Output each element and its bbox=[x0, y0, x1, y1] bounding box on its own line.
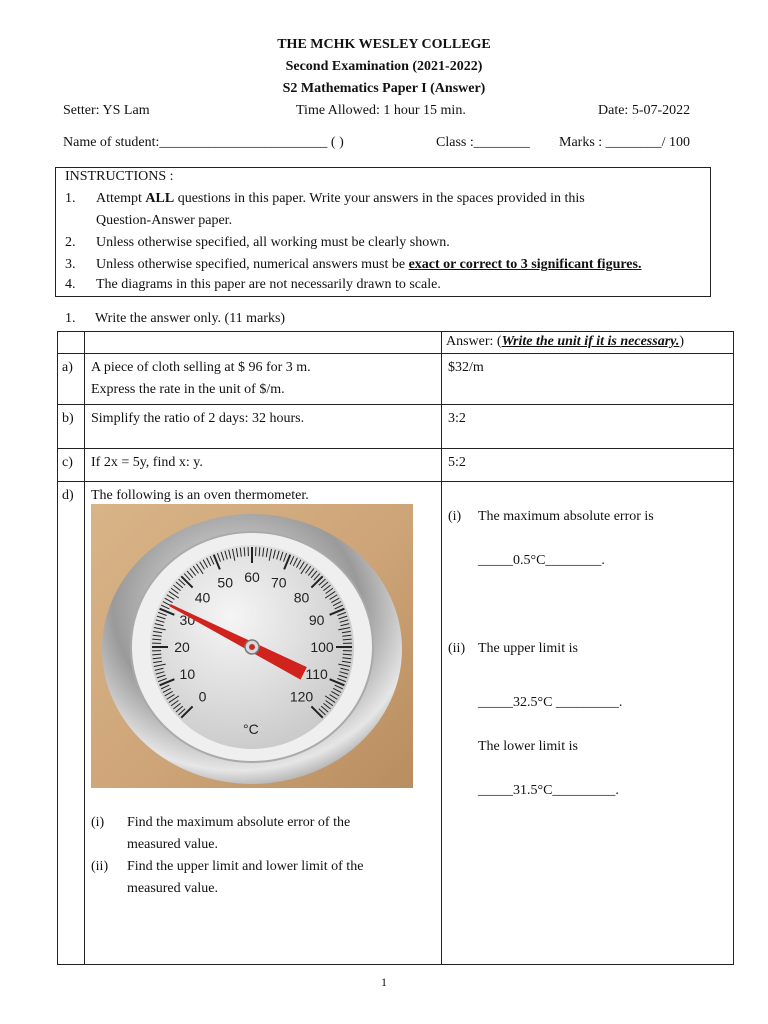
college-title: THE MCHK WESLEY COLLEGE bbox=[277, 37, 491, 52]
question-text: Express the rate in the unit of $/m. bbox=[91, 382, 285, 397]
table-header-row bbox=[58, 332, 734, 354]
scale-label: 100 bbox=[310, 639, 334, 655]
scale-label: 0 bbox=[198, 688, 207, 705]
scale-label: 120 bbox=[289, 688, 314, 705]
question-cell bbox=[85, 482, 442, 965]
thermometer-gauge bbox=[91, 504, 413, 788]
instruction-text: The diagrams in this paper are not necessarily drawn to scale. bbox=[96, 277, 441, 292]
scale-label: 60 bbox=[244, 569, 260, 585]
question-1-number: 1. bbox=[65, 311, 76, 326]
sub-question-text: Find the maximum absolute error of the bbox=[127, 815, 351, 830]
student-name-field: Name of student:________________________ ( ) bbox=[63, 135, 344, 150]
answer-header: Answer: (Write the unit if it is necessary.) bbox=[442, 332, 734, 354]
instructions-box bbox=[55, 167, 711, 297]
scale-label: 50 bbox=[217, 574, 234, 591]
scale-tick bbox=[343, 654, 352, 655]
scale-label: 10 bbox=[179, 665, 196, 682]
instruction-text: Unless otherwise specified, all working must be clearly shown. bbox=[96, 235, 450, 250]
instruction-text: Question-Answer paper. bbox=[96, 213, 233, 228]
unit-label: °C bbox=[243, 721, 259, 737]
answer-text: The maximum absolute error is bbox=[478, 509, 654, 524]
scale-label: 20 bbox=[174, 639, 190, 655]
scale-label: 110 bbox=[305, 665, 328, 682]
question-1-table bbox=[57, 331, 734, 965]
answer-number: (i) bbox=[448, 509, 462, 524]
instruction-number: 4. bbox=[65, 277, 76, 292]
instruction-number: 3. bbox=[65, 257, 76, 272]
paper-title: S2 Mathematics Paper I (Answer) bbox=[282, 81, 486, 96]
question-text: The following is an oven thermometer. bbox=[91, 488, 309, 503]
row-label: d) bbox=[58, 482, 85, 965]
sub-questions bbox=[91, 812, 431, 900]
scale-label: 90 bbox=[308, 612, 325, 629]
answer-cell: 5:2 bbox=[442, 449, 734, 482]
setter: Setter: YS Lam bbox=[63, 103, 150, 118]
row-label: c) bbox=[58, 449, 85, 482]
question-1-text: Write the answer only. (11 marks) bbox=[95, 311, 286, 326]
answer-value: _____0.5°C________. bbox=[478, 553, 605, 568]
table-row bbox=[58, 482, 734, 965]
sub-question-text: Find the upper limit and lower limit of the bbox=[127, 859, 364, 874]
scale-tick bbox=[152, 639, 161, 640]
question-text: If 2x = 5y, find x: y. bbox=[85, 449, 442, 482]
question-text: A piece of cloth selling at $ 96 for 3 m. bbox=[91, 360, 311, 375]
marks-field: Marks : ________/ 100 bbox=[559, 135, 691, 150]
answer-cell bbox=[442, 482, 734, 965]
time-allowed: Time Allowed: 1 hour 15 min. bbox=[296, 103, 466, 118]
scale-label: 80 bbox=[293, 589, 310, 606]
instruction-text: Attempt ALL questions in this paper. Write your answers in the spaces provided in this bbox=[96, 191, 585, 206]
exam-date: Date: 5-07-2022 bbox=[598, 103, 691, 118]
scale-label: 30 bbox=[179, 612, 196, 629]
exam-title: Second Examination (2021-2022) bbox=[285, 59, 483, 74]
instruction-text: Unless otherwise specified, numerical answers must be exact or correct to 3 significant figures. bbox=[96, 257, 642, 272]
instructions-title: INSTRUCTIONS : bbox=[65, 169, 174, 184]
question-cell bbox=[85, 354, 442, 405]
sub-question-text: measured value. bbox=[127, 881, 218, 896]
answer-number: (ii) bbox=[448, 641, 466, 656]
table-row bbox=[58, 354, 734, 405]
row-label: a) bbox=[58, 354, 85, 405]
answer-value: _____32.5°C _________. bbox=[478, 695, 623, 710]
sub-question-number: (ii) bbox=[91, 859, 109, 874]
table-row bbox=[58, 449, 734, 482]
scale-label: 70 bbox=[270, 574, 287, 591]
instruction-number: 1. bbox=[65, 191, 76, 206]
row-label: b) bbox=[58, 405, 85, 449]
class-field: Class :________ bbox=[436, 135, 530, 150]
question-text: Simplify the ratio of 2 days: 32 hours. bbox=[85, 405, 442, 449]
scale-label: 40 bbox=[194, 589, 211, 606]
thermometer-image bbox=[91, 504, 413, 788]
scale-tick bbox=[244, 547, 245, 556]
answer-cell: 3:2 bbox=[442, 405, 734, 449]
scale-tick bbox=[152, 654, 161, 655]
table-row bbox=[58, 405, 734, 449]
scale-tick bbox=[343, 639, 352, 640]
page-number: 1 bbox=[381, 975, 387, 989]
sub-question-number: (i) bbox=[91, 815, 105, 830]
answer-cell: $32/m bbox=[442, 354, 734, 405]
answer-text: The lower limit is bbox=[478, 739, 578, 754]
sub-question-text: measured value. bbox=[127, 837, 218, 852]
answer-value: _____31.5°C_________. bbox=[478, 783, 619, 798]
instruction-number: 2. bbox=[65, 235, 76, 250]
scale-tick bbox=[259, 547, 260, 556]
answer-text: The upper limit is bbox=[478, 641, 578, 656]
